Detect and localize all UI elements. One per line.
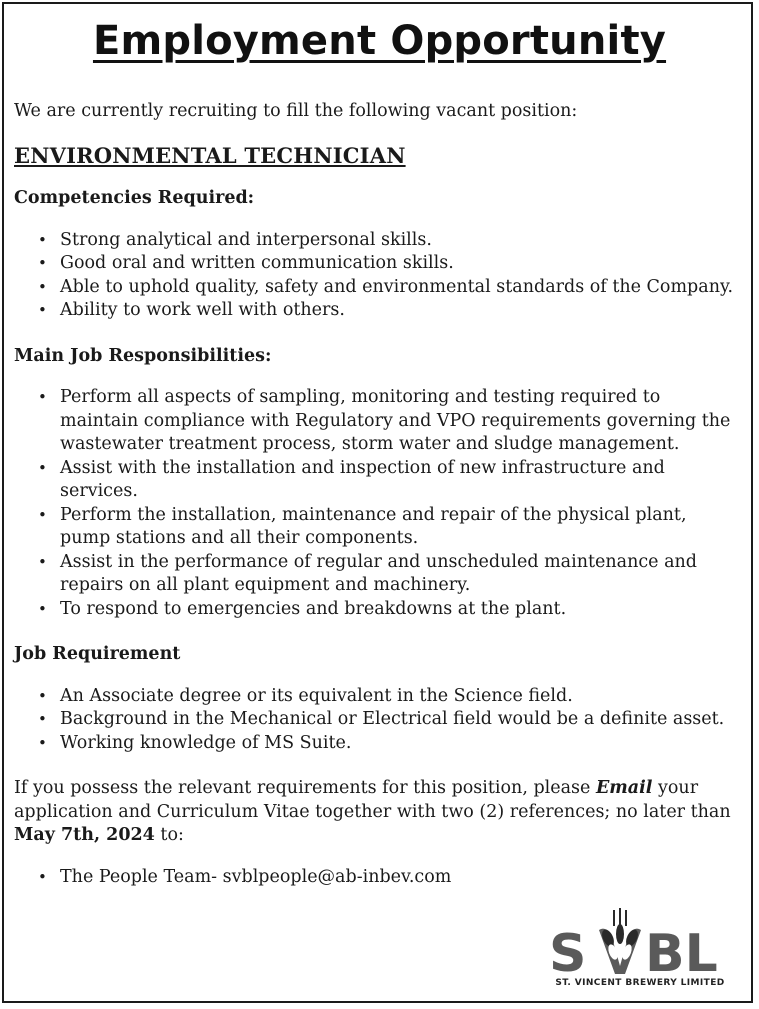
deadline-date: May 7th, 2024 <box>14 825 155 845</box>
list-item: • Good oral and written communication skills. <box>60 252 744 276</box>
logo-caption: ST. VINCENT BREWERY LIMITED <box>555 978 725 988</box>
wheat-v-icon <box>599 908 641 974</box>
responsibilities-list <box>14 386 744 621</box>
list-item: • Perform the installation, maintenance and repair of the physical plant, pump stations and all their components. <box>60 504 740 551</box>
requirements-list <box>14 685 744 756</box>
list-item: • Working knowledge of MS Suite. <box>60 732 744 756</box>
document-body <box>14 100 744 911</box>
list-item: • Able to uphold quality, safety and environmental standards of the Company. <box>60 276 744 300</box>
logo-letters-bl: BL <box>645 924 718 978</box>
email-word: Email <box>595 778 653 798</box>
page-title <box>0 18 759 64</box>
closing-part3: to: <box>154 825 184 845</box>
list-item: • To respond to emergencies and breakdowns at the plant. <box>60 598 740 622</box>
contact-list <box>14 866 744 890</box>
list-item: • Ability to work well with others. <box>60 299 744 323</box>
competencies-list <box>14 229 744 323</box>
list-item: • Strong analytical and interpersonal skills. <box>60 229 744 253</box>
title-text: Employment Opportunity <box>92 18 667 64</box>
closing-part2: your application and Curriculum Vitae together with two (2) references; no later than <box>14 778 731 822</box>
svbl-logo-mark <box>545 908 735 978</box>
list-item: • Assist with the installation and inspection of new infrastructure and services. <box>60 457 740 504</box>
responsibilities-heading: Main Job Responsibilities: <box>14 345 272 366</box>
list-item: • An Associate degree or its equivalent in the Science field. <box>60 685 744 709</box>
closing-part1: If you possess the relevant requirements for this position, please <box>14 778 596 798</box>
list-item: • Background in the Mechanical or Electrical field would be a definite asset. <box>60 708 744 732</box>
logo-letter-s: S <box>549 924 587 978</box>
list-item: • Assist in the performance of regular and unscheduled maintenance and repairs on all plant equipment and machinery. <box>60 551 740 598</box>
list-item: • Perform all aspects of sampling, monitoring and testing required to maintain compliance with Regulatory and VPO requirements governing the wastewater treatment process, storm water and sludge management. <box>60 386 740 457</box>
closing-paragraph <box>14 777 744 848</box>
requirements-heading: Job Requirement <box>14 644 181 664</box>
competencies-heading: Competencies Required: <box>14 188 255 208</box>
position-title: ENVIRONMENTAL TECHNICIAN <box>14 142 406 168</box>
intro-text: We are currently recruiting to fill the following vacant position: <box>14 101 578 121</box>
contact-item: • The People Team- svblpeople@ab-inbev.com <box>60 866 744 890</box>
svbl-logo <box>545 908 735 994</box>
